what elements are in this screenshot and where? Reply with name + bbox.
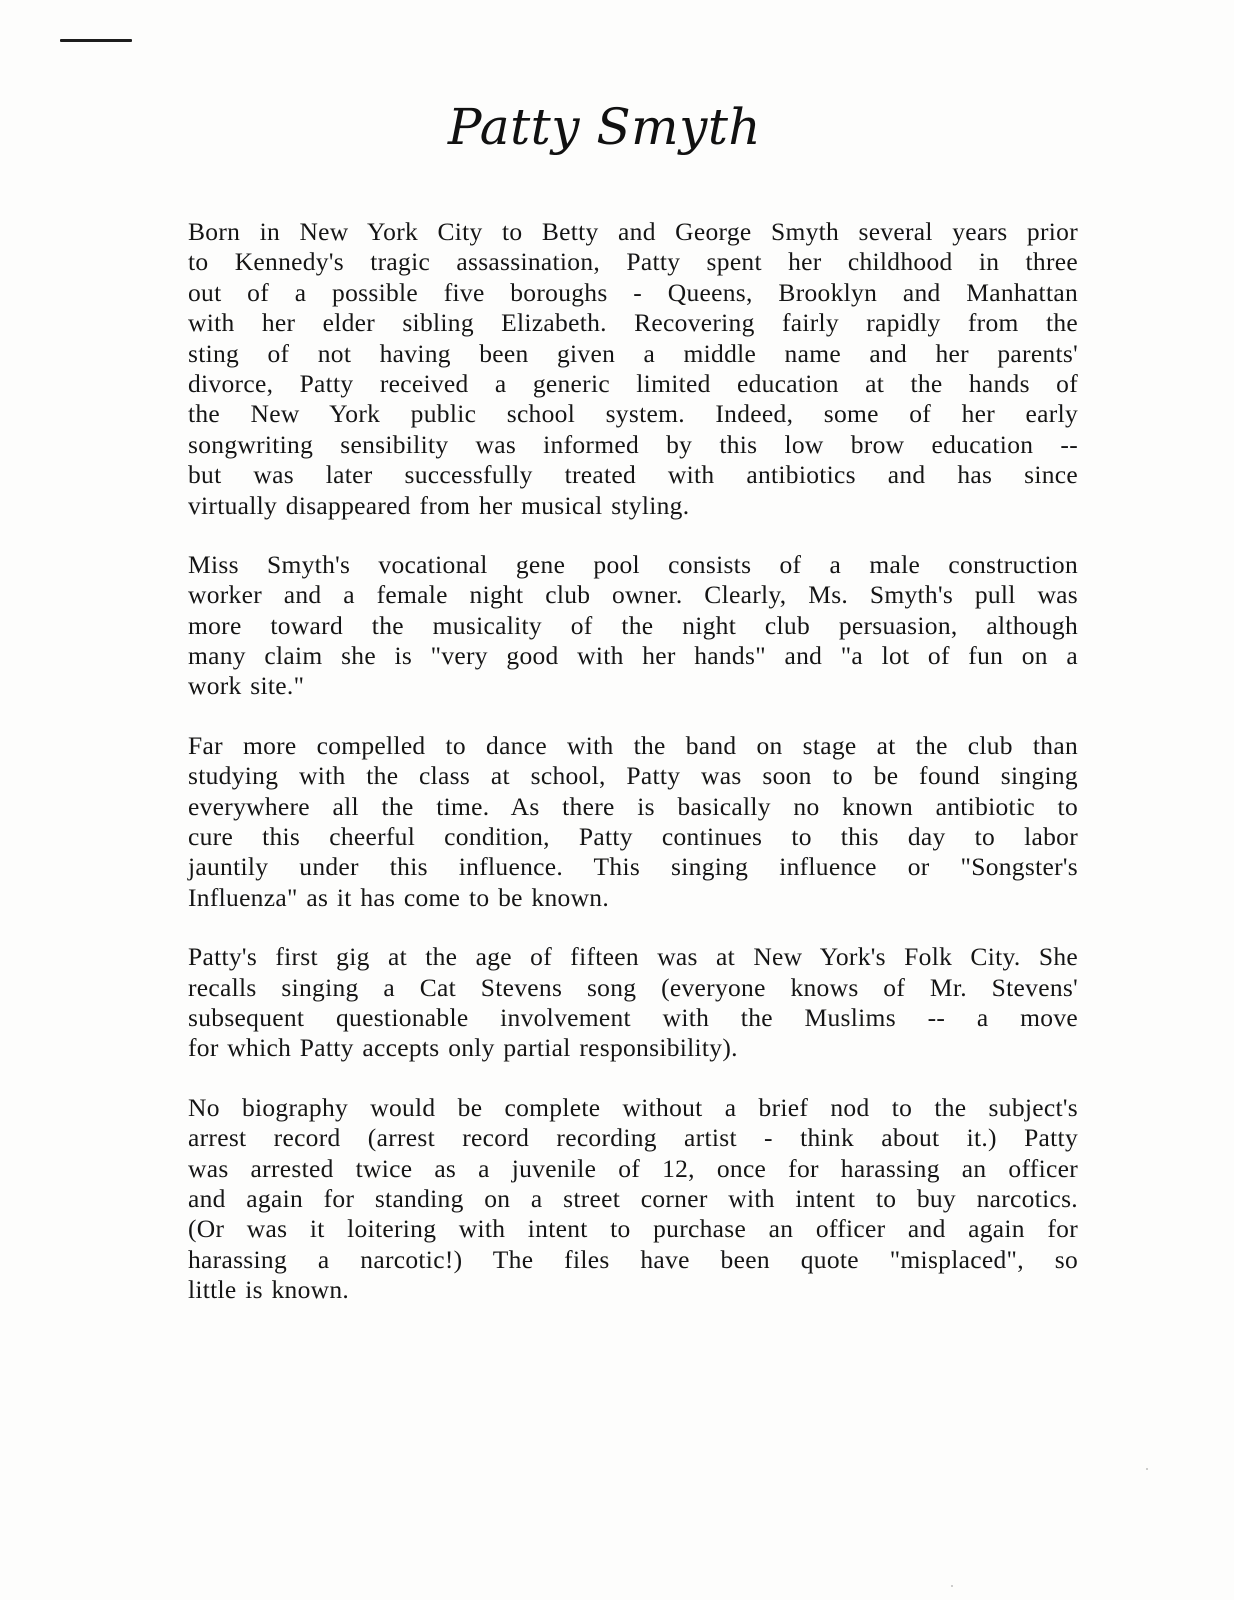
- document-body: [188, 217, 1078, 1335]
- text-line: with her elder sibling Elizabeth. Recovering fairly rapidly from the: [188, 308, 1078, 338]
- text-line: recalls singing a Cat Stevens song (everyone knows of Mr. Stevens': [188, 972, 1078, 1002]
- text-line: for which Patty accepts only partial responsibility).: [188, 1033, 738, 1063]
- text-line: jauntily under this influence. This singing influence or "Songster's: [188, 852, 1078, 882]
- text-line: was arrested twice as a juvenile of 12, once for harassing an officer: [188, 1153, 1078, 1183]
- text-line: work site.": [188, 671, 305, 701]
- text-line: arrest record (arrest record recording artist - think about it.) Patty: [188, 1123, 1078, 1153]
- text-line: virtually disappeared from her musical styling.: [188, 490, 690, 520]
- text-line: cure this cheerful condition, Patty continues to this day to labor: [188, 822, 1078, 852]
- text-line: the New York public school system. Indeed, some of her early: [188, 399, 1078, 429]
- text-line: harassing a narcotic!) The files have been quote "misplaced", so: [188, 1244, 1078, 1274]
- document-title: Patty Smyth: [447, 98, 762, 156]
- text-line: divorce, Patty received a generic limited education at the hands of: [188, 368, 1078, 398]
- text-line: Miss Smyth's vocational gene pool consists of a male construction: [188, 549, 1078, 579]
- text-line: but was later successfully treated with antibiotics and has since: [188, 460, 1078, 490]
- body-paragraph-4: [188, 942, 1078, 1064]
- text-line: (Or was it loitering with intent to purchase an officer and again for: [188, 1214, 1078, 1244]
- text-line: studying with the class at school, Patty was soon to be found singing: [188, 761, 1078, 791]
- text-line: Born in New York City to Betty and George Smyth several years prior: [188, 217, 1078, 246]
- text-line: songwriting sensibility was informed by this low brow education --: [188, 429, 1078, 459]
- text-line: Far more compelled to dance with the band on stage at the club than: [188, 730, 1078, 760]
- text-line: No biography would be complete without a brief nod to the subject's: [188, 1092, 1078, 1122]
- text-line: Patty's first gig at the age of fifteen was at New York's Folk City. She: [188, 942, 1078, 972]
- body-paragraph-5: [188, 1093, 1078, 1306]
- text-line: more toward the musicality of the night club persuasion, although: [188, 610, 1078, 640]
- text-line: many claim she is "very good with her hands" and "a lot of fun on a: [188, 641, 1078, 671]
- text-line: worker and a female night club owner. Clearly, Ms. Smyth's pull was: [188, 580, 1078, 610]
- body-paragraph-3: [188, 731, 1078, 913]
- text-line: Influenza" as it has come to be known.: [188, 882, 610, 912]
- text-line: to Kennedy's tragic assassination, Patty spent her childhood in three: [188, 247, 1078, 277]
- text-line: sting of not having been given a middle name and her parents': [188, 338, 1078, 368]
- body-paragraph-2: [188, 550, 1078, 702]
- corner-rule-mark: [60, 39, 132, 42]
- body-paragraph-1: [188, 217, 1078, 521]
- text-line: out of a possible five boroughs - Queens, Brooklyn and Manhattan: [188, 277, 1078, 307]
- text-line: everywhere all the time. As there is basically no known antibiotic to: [188, 791, 1078, 821]
- scan-speck: [951, 1585, 953, 1587]
- scan-speck: [1146, 1468, 1148, 1470]
- text-line: and again for standing on a street corner with intent to buy narcotics.: [188, 1183, 1078, 1213]
- text-line: subsequent questionable involvement with the Muslims -- a move: [188, 1002, 1078, 1032]
- text-line: little is known.: [188, 1275, 350, 1305]
